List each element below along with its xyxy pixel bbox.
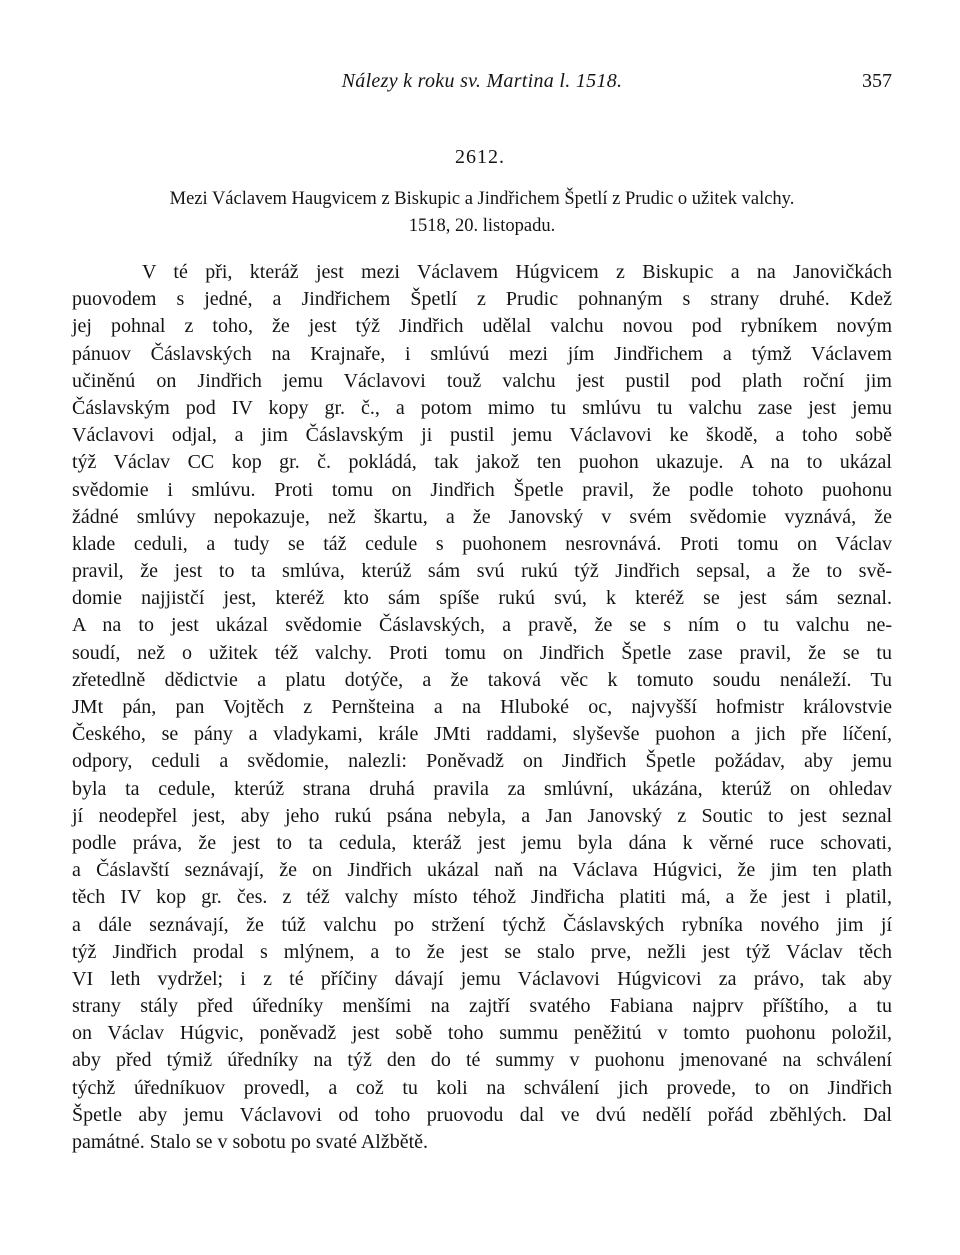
body-line: JMt pán, pan Vojtěch z Pernšteina a na Hluboké oc, najvyšší hofmistr královstvie (72, 696, 892, 718)
body-line: soudí, než o užitek též valchy. Proti tomu on Jindřich Špetle zase pravil, že se tu (72, 641, 892, 664)
body-line: pravil, že jest to ta smlúva, kterúž sám svú rukú týž Jindřich sepsal, a že to svě- (72, 560, 892, 583)
body-line: strany stály před úředníky menšími na zajtří svatého Fabiana najprv příštího, a tu (72, 995, 892, 1018)
body-line: jej pohnal z toho, že jest týž Jindřich udělal valchu novou pod rybníkem novým (72, 315, 892, 338)
entry-body (72, 259, 892, 1156)
body-line: týchž úředníkuov provedl, a což tu koli na schválení jich provede, to on Jindřich (72, 1076, 892, 1099)
body-line: a Čáslavští seznávají, že on Jindřich ukázal naň na Václava Húgvici, že jim ten plath (72, 859, 892, 882)
page-number: 357 (862, 70, 892, 92)
body-line: týž Václav CC kop gr. č. pokládá, tak jakož ten puohon ukazuje. A na to ukázal (72, 451, 892, 474)
body-line: Českého, se pány a vladykami, krále JMti raddami, slyševše puohon a jich pře líčení, (72, 723, 892, 746)
body-line: Václavovi odjal, a jim Čáslavským ji pustil jemu Václavovi ke škodě, a toho sobě (72, 424, 892, 447)
body-line: domie najjistčí jest, kteréž kto sám spíše rukú svú, k kteréž se jest sám seznal. (72, 587, 892, 610)
body-line: on Václav Húgvic, poněvadž jest sobě toho summu peněžitú v tomto puohonu položil, (72, 1022, 892, 1045)
body-line: byla ta cedule, kterúž strana druhá pravila za smlúvní, ukázána, kterúž on ohledav (72, 777, 892, 800)
body-line: svědomie i smlúvu. Proti tomu on Jindřich Špetle pravil, že podle tohoto puohonu (72, 478, 892, 501)
body-line: klade ceduli, a tudy se táž cedule s puohonem nesrovnává. Proti tomu on Václav (72, 532, 892, 555)
body-line: jí neodepřel jest, aby jeho rukú psána nebyla, a Jan Janovský z Soutic to jest seznal (72, 804, 892, 827)
body-line: těch IV kop gr. čes. z též valchy místo téhož Jindřicha platiti má, a že jest i platil, (72, 886, 892, 909)
body-line: týž Jindřich prodal s mlýnem, a to že jest se stalo prve, nežli jest týž Václav těch (72, 940, 892, 963)
body-line: puovodem s jedné, a Jindřichem Špetlí z Prudic pohnaným s strany druhé. Kdež (72, 288, 892, 311)
body-line: zřetedlně dědictvie a platu dotýče, a že taková věc k tomuto soudu nenáleží. Tu (72, 668, 892, 691)
entry-number: 2612. (455, 146, 505, 168)
body-line: V té při, kteráž jest mezi Václavem Húgvicem z Biskupic a na Janovičkách (142, 261, 892, 283)
body-line: učiněnú on Jindřich jemu Václavovi touž valchu jest pustil pod plath roční jim (72, 369, 892, 392)
body-line: Čáslavským pod IV kopy gr. č., a potom mimo tu smlúvu tu valchu zase jest jemu (72, 396, 892, 419)
regest-date: 1518, 20. listopadu. (408, 216, 556, 236)
body-line: podle práva, že jest to ta cedula, kteráž jest jemu byla dána k věrné ruce schovati, (72, 831, 892, 854)
body-line: Špetle aby jemu Václavovi od toho pruovodu dal ve dvú nedělí pořád zběhlých. Dal (72, 1103, 892, 1126)
regest-summary: Mezi Václavem Haugvicem z Biskupic a Jindřichem Špetlí z Prudic o užitek valchy. (169, 189, 795, 209)
body-line: pánuov Čáslavských na Krajnaře, i smlúvú mezi jím Jindřichem a týmž Václavem (72, 342, 892, 365)
body-line: VI leth vydržel; i z té příčiny dávají jemu Václavovi Húgvicovi za právo, tak aby (72, 967, 892, 990)
body-line: žádné smlúvy nepokazuje, než škartu, a že Janovský v svém svědomie vyznává, že (72, 505, 892, 528)
body-line: a dále seznávají, že túž valchu po stržení týchž Čáslavských rybníka nového jim jí (72, 913, 892, 936)
running-title: Nálezy k roku sv. Martina l. 1518. (341, 70, 623, 92)
body-line: A na to jest ukázal svědomie Čáslavských, a pravě, že se s ním o tu valchu ne- (72, 614, 892, 637)
running-head (72, 70, 892, 100)
body-line: aby před týmiž úředníky na týž den do té summy v puohonu jmenované na schválení (72, 1049, 892, 1072)
body-line: odpory, ceduli a svědomie, nalezli: Poněvadž on Jindřich Špetle požádav, aby jemu (72, 750, 892, 773)
body-line: památné. Stalo se v sobotu po svaté Alžbětě. (72, 1131, 429, 1153)
entry-regest (72, 186, 892, 240)
